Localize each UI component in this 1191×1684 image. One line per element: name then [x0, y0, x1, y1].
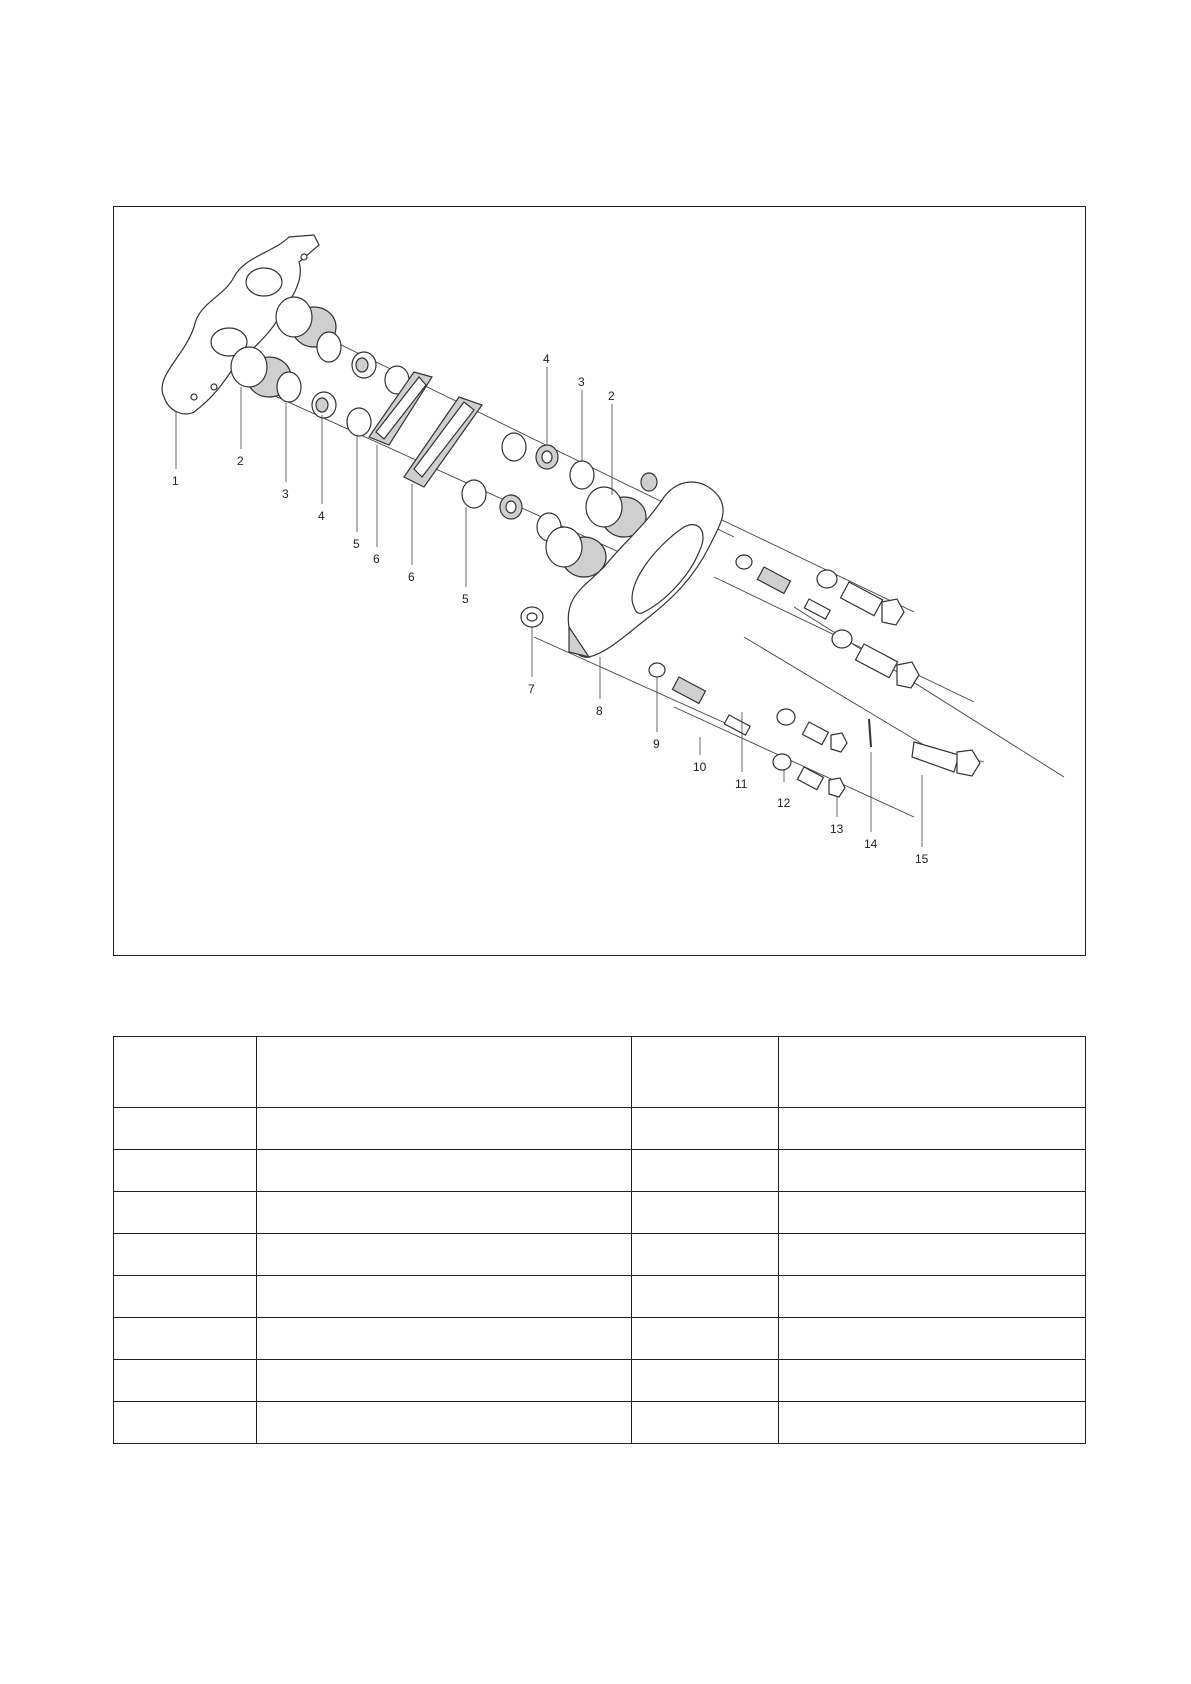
callout-13: 13 [830, 822, 844, 836]
table-cell [632, 1360, 779, 1402]
callout-10: 10 [693, 760, 707, 774]
table-cell [632, 1234, 779, 1276]
table-cell [257, 1108, 632, 1150]
table-row [114, 1150, 1086, 1192]
callout-9: 9 [653, 737, 660, 751]
table-cell [632, 1318, 779, 1360]
washer-7 [521, 607, 543, 627]
table-cell [779, 1402, 1086, 1444]
table-cell [114, 1150, 257, 1192]
table-header-row [114, 1037, 1086, 1108]
callout-3: 3 [282, 487, 289, 501]
callout-5: 5 [353, 537, 360, 551]
table-cell [257, 1276, 632, 1318]
callout-6b: 6 [408, 570, 415, 584]
header-cell [779, 1037, 1086, 1108]
table-row [114, 1276, 1086, 1318]
callout-7: 7 [528, 682, 535, 696]
table-cell [779, 1150, 1086, 1192]
table-cell [114, 1192, 257, 1234]
parts-list-table [113, 1036, 1086, 1444]
table-cell [779, 1360, 1086, 1402]
brake-pad-rear [404, 397, 482, 487]
table-cell [779, 1192, 1086, 1234]
table-cell [257, 1234, 632, 1276]
callout-8: 8 [596, 704, 603, 718]
table-cell [257, 1402, 632, 1444]
header-cell [257, 1037, 632, 1108]
table-cell [257, 1318, 632, 1360]
bolt-13-upper [777, 709, 847, 752]
table-row [114, 1234, 1086, 1276]
table-cell [632, 1402, 779, 1444]
table-cell [632, 1276, 779, 1318]
bleed-fitting-lower [649, 663, 750, 735]
callout-14: 14 [864, 837, 878, 851]
table-row [114, 1192, 1086, 1234]
table-cell [632, 1192, 779, 1234]
table-cell [779, 1276, 1086, 1318]
table-cell [114, 1234, 257, 1276]
table-cell [257, 1150, 632, 1192]
callout-4: 4 [318, 509, 325, 523]
table-cell [779, 1108, 1086, 1150]
table-cell [632, 1150, 779, 1192]
table-cell [114, 1402, 257, 1444]
callout-2b: 2 [608, 389, 615, 403]
table-cell [632, 1108, 779, 1150]
retaining-pin-14 [869, 719, 871, 747]
callout-6: 6 [373, 552, 380, 566]
table-cell [114, 1108, 257, 1150]
callout-12: 12 [777, 796, 791, 810]
header-cell [632, 1037, 779, 1108]
callout-4b: 4 [543, 352, 550, 366]
upper-washer [641, 473, 657, 491]
table-row [114, 1360, 1086, 1402]
pad-pin-bolt-15 [912, 742, 980, 776]
table-cell [779, 1318, 1086, 1360]
table-row [114, 1108, 1086, 1150]
table-row [114, 1318, 1086, 1360]
table-cell [257, 1192, 632, 1234]
header-cell [114, 1037, 257, 1108]
table-row [114, 1402, 1086, 1444]
mounting-bolt-middle [832, 630, 919, 688]
callout-11: 11 [735, 777, 748, 791]
piston-lower-right [546, 527, 606, 577]
table-cell [114, 1276, 257, 1318]
table-cell [114, 1318, 257, 1360]
callout-5b: 5 [462, 592, 469, 606]
callout-3b: 3 [578, 375, 585, 389]
exploded-view-drawing [114, 207, 1087, 957]
table-cell [257, 1360, 632, 1402]
table-cell [779, 1234, 1086, 1276]
mounting-bolt-upper [817, 570, 904, 625]
callout-1: 1 [172, 474, 179, 488]
exploded-parts-diagram [113, 206, 1086, 956]
callout-2: 2 [237, 454, 244, 468]
callout-15: 15 [915, 852, 929, 866]
piston-upper-right [586, 487, 646, 537]
table-cell [114, 1360, 257, 1402]
